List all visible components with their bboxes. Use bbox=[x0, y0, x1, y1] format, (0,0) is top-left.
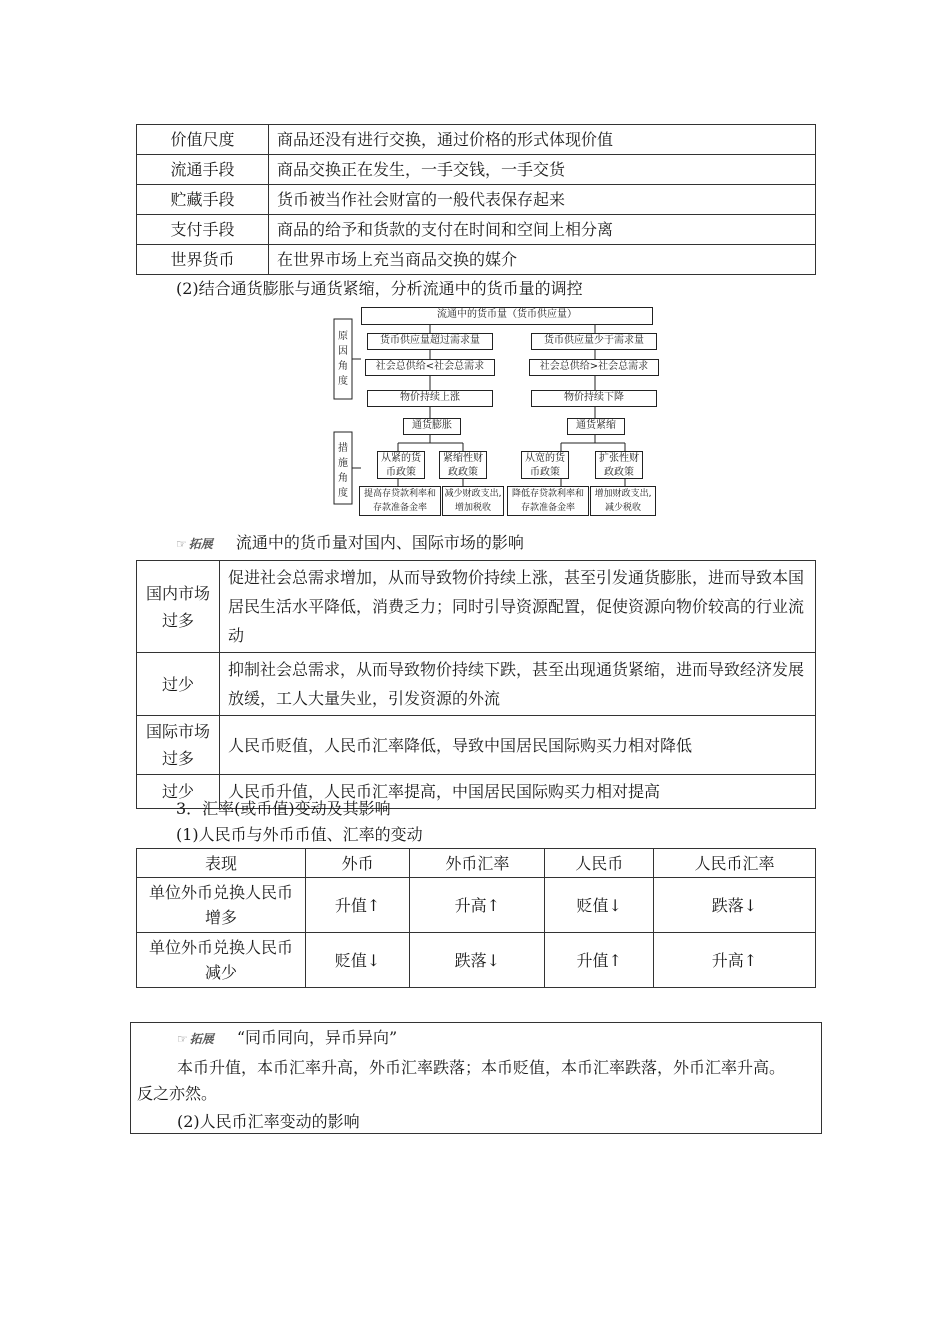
exchange-rate-table bbox=[136, 848, 816, 988]
left-box-6: 紧缩性财政政策 bbox=[439, 451, 487, 479]
table-cell: 升值↑ bbox=[545, 933, 654, 988]
market-case: 过少 bbox=[137, 653, 220, 716]
extension-heading-1 bbox=[176, 530, 524, 553]
table-row bbox=[137, 653, 816, 716]
money-functions-table bbox=[136, 124, 816, 275]
right-box-8: 增加财政支出,减少税收 bbox=[590, 486, 656, 516]
column-header: 外币汇率 bbox=[410, 849, 545, 878]
function-desc: 商品交换正在发生，一手交钱，一手交货 bbox=[269, 155, 816, 185]
table-row bbox=[137, 215, 816, 245]
left-box-4: 通货膨胀 bbox=[403, 418, 461, 435]
table-cell: 贬值↓ bbox=[545, 878, 654, 933]
function-name: 价值尺度 bbox=[137, 125, 269, 155]
table-row bbox=[137, 933, 816, 988]
extension-heading-2 bbox=[177, 1025, 397, 1048]
section-next-heading: (2)人民币汇率变动的影响 bbox=[177, 1112, 360, 1131]
table-row bbox=[137, 716, 816, 775]
market-effect: 促进社会总需求增加，从而导致物价持续上涨，甚至引发通货膨胀，进而导致本国居民生活水平降低，消费乏力；同时引导资源配置，促使资源向物价较高的行业流动 bbox=[220, 561, 816, 653]
right-box-3: 物价持续下降 bbox=[531, 390, 657, 407]
function-desc: 商品的给予和货款的支付在时间和空间上相分离 bbox=[269, 215, 816, 245]
table-row bbox=[137, 245, 816, 275]
left-box-1: 货币供应量超过需求量 bbox=[367, 333, 493, 350]
table-row bbox=[137, 561, 816, 653]
market-effect: 人民币贬值，人民币汇率降低，导致中国居民国际购买力相对降低 bbox=[220, 716, 816, 775]
market-case: 过少 bbox=[137, 775, 220, 809]
extension-tag-2: ☞ 拓展 bbox=[177, 1032, 214, 1046]
extension-box-2 bbox=[130, 1022, 822, 1134]
market-effect: 人民币升值，人民币汇率提高，中国居民国际购买力相对提高 bbox=[220, 775, 816, 809]
extension-tag: ☞ 拓展 bbox=[176, 537, 213, 551]
pointing-hand-icon: ☞ bbox=[176, 537, 187, 551]
table-cell: 单位外币兑换人民币增多 bbox=[137, 878, 306, 933]
reason-angle-label: 原因角度 bbox=[338, 331, 348, 387]
left-box-3: 物价持续上涨 bbox=[367, 390, 493, 407]
extension-body-2: 反之亦然。 bbox=[137, 1084, 218, 1103]
table-row bbox=[137, 878, 816, 933]
table-cell: 升高↑ bbox=[410, 878, 545, 933]
left-box-2: 社会总供给<社会总需求 bbox=[365, 359, 495, 376]
table-cell: 单位外币兑换人民币减少 bbox=[137, 933, 306, 988]
right-box-7: 降低存贷款利率和存款准备金率 bbox=[507, 486, 589, 516]
money-supply-flow-diagram bbox=[333, 305, 658, 515]
diagram-top-box: 流通中的货币量（货币供应量） bbox=[361, 307, 653, 325]
right-box-5: 从宽的货币政策 bbox=[521, 451, 569, 479]
table-cell: 升值↑ bbox=[306, 878, 410, 933]
right-box-2: 社会总供给>社会总需求 bbox=[529, 359, 659, 376]
column-header: 人民币汇率 bbox=[654, 849, 816, 878]
table-cell: 跌落↓ bbox=[410, 933, 545, 988]
section3-heading: 3．汇率(或币值)变动及其影响 bbox=[176, 799, 391, 818]
function-name: 世界货币 bbox=[137, 245, 269, 275]
function-name: 流通手段 bbox=[137, 155, 269, 185]
column-header: 外币 bbox=[306, 849, 410, 878]
table-cell: 跌落↓ bbox=[654, 878, 816, 933]
left-box-5: 从紧的货币政策 bbox=[377, 451, 425, 479]
section3-subheading: (1)人民币与外币币值、汇率的变动 bbox=[176, 825, 423, 844]
market-case: 国内市场过多 bbox=[137, 561, 220, 653]
function-desc: 在世界市场上充当商品交换的媒介 bbox=[269, 245, 816, 275]
table-row bbox=[137, 155, 816, 185]
table-row bbox=[137, 185, 816, 215]
extension-title: 流通中的货币量对国内、国际市场的影响 bbox=[235, 533, 524, 552]
pointing-hand-icon-2: ☞ bbox=[177, 1032, 188, 1046]
market-effects-table bbox=[136, 560, 816, 809]
function-desc: 货币被当作社会财富的一般代表保存起来 bbox=[269, 185, 816, 215]
extension-body-1: 本币升值，本币汇率升高，外币汇率跌落；本币贬值，本币汇率跌落，外币汇率升高。 bbox=[177, 1058, 786, 1077]
market-effect: 抑制社会总需求，从而导致物价持续下跌，甚至出现通货紧缩，进而导致经济发展放缓，工人大量失业，引发资源的外流 bbox=[220, 653, 816, 716]
column-header: 人民币 bbox=[545, 849, 654, 878]
extension-title-2: “同币同向，异币异向” bbox=[236, 1028, 398, 1047]
table-cell: 升高↑ bbox=[654, 933, 816, 988]
market-case: 国际市场过多 bbox=[137, 716, 220, 775]
column-header: 表现 bbox=[137, 849, 306, 878]
function-name: 贮藏手段 bbox=[137, 185, 269, 215]
right-box-4: 通货紧缩 bbox=[567, 418, 625, 435]
measure-angle-label: 措施角度 bbox=[338, 443, 348, 499]
table-row bbox=[137, 125, 816, 155]
function-name: 支付手段 bbox=[137, 215, 269, 245]
left-box-7: 提高存贷款利率和存款准备金率 bbox=[359, 486, 441, 516]
function-desc: 商品还没有进行交换，通过价格的形式体现价值 bbox=[269, 125, 816, 155]
right-box-6: 扩张性财政政策 bbox=[595, 451, 643, 479]
left-box-8: 减少财政支出,增加税收 bbox=[442, 486, 504, 516]
section2-heading: (2)结合通货膨胀与通货紧缩，分析流通中的货币量的调控 bbox=[176, 279, 583, 298]
table-cell: 贬值↓ bbox=[306, 933, 410, 988]
right-box-1: 货币供应量少于需求量 bbox=[531, 333, 657, 350]
